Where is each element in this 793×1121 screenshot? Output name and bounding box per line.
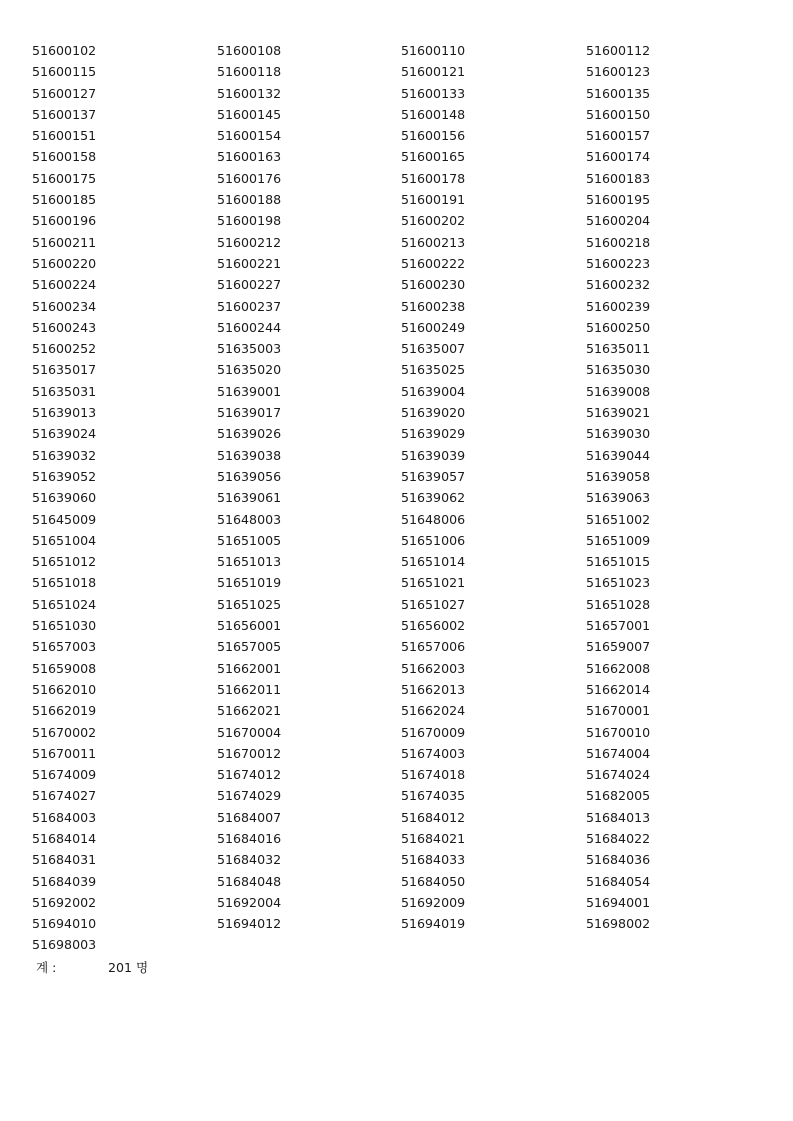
list-item: 51639063 bbox=[586, 490, 651, 506]
list-item: 51662019 bbox=[32, 703, 97, 719]
list-item: 51639008 bbox=[586, 383, 651, 399]
list-row bbox=[32, 296, 772, 317]
list-item: 51674012 bbox=[217, 767, 282, 783]
list-item: 51684021 bbox=[401, 830, 466, 846]
list-item: 51639052 bbox=[32, 468, 97, 484]
list-item: 51600175 bbox=[32, 170, 97, 186]
list-item: 51600183 bbox=[586, 170, 651, 186]
list-item: 51600196 bbox=[32, 213, 97, 229]
list-item: 51600112 bbox=[586, 43, 651, 58]
list-item: 51600195 bbox=[586, 192, 651, 208]
list-row bbox=[32, 764, 772, 785]
list-item: 51635031 bbox=[32, 383, 97, 399]
list-row bbox=[32, 232, 772, 253]
list-item: 51684022 bbox=[586, 830, 651, 846]
list-item: 51694012 bbox=[217, 916, 282, 932]
list-item: 51645009 bbox=[32, 511, 97, 527]
list-item: 51600221 bbox=[217, 255, 282, 271]
list-item: 51600220 bbox=[32, 255, 97, 271]
list-item: 51600127 bbox=[32, 85, 97, 101]
list-item: 51657001 bbox=[586, 618, 651, 634]
list-item: 51659007 bbox=[586, 639, 651, 655]
list-item: 51651025 bbox=[217, 596, 282, 612]
list-item: 51670004 bbox=[217, 724, 282, 740]
list-item: 51600243 bbox=[32, 319, 97, 335]
list-item: 51674024 bbox=[586, 767, 651, 783]
list-row bbox=[32, 83, 772, 104]
list-item: 51600102 bbox=[32, 43, 97, 58]
list-item: 51684003 bbox=[32, 809, 97, 825]
list-item: 51600178 bbox=[401, 170, 466, 186]
list-item: 51600137 bbox=[32, 106, 97, 122]
list-item: 51600212 bbox=[217, 234, 282, 250]
list-item: 51670012 bbox=[217, 745, 282, 761]
list-item: 51635011 bbox=[586, 341, 651, 357]
list-item: 51662010 bbox=[32, 681, 97, 697]
list-row bbox=[32, 743, 772, 764]
list-item: 51662024 bbox=[401, 703, 466, 719]
list-item: 51651018 bbox=[32, 575, 97, 591]
list-item: 51600135 bbox=[586, 85, 651, 101]
list-item: 51662008 bbox=[586, 660, 651, 676]
list-row bbox=[32, 61, 772, 82]
list-item: 51651014 bbox=[401, 554, 466, 570]
list-item: 51639021 bbox=[586, 405, 651, 421]
list-row bbox=[32, 168, 772, 189]
list-row bbox=[32, 679, 772, 700]
list-item: 51639058 bbox=[586, 468, 651, 484]
list-item: 51639061 bbox=[217, 490, 282, 506]
list-row bbox=[32, 658, 772, 679]
list-row bbox=[32, 807, 772, 828]
list-row bbox=[32, 125, 772, 146]
list-item: 51651024 bbox=[32, 596, 97, 612]
list-row bbox=[32, 253, 772, 274]
list-row bbox=[32, 274, 772, 295]
list-item: 51639026 bbox=[217, 426, 282, 442]
list-item: 51639044 bbox=[586, 447, 651, 463]
list-item: 51670011 bbox=[32, 745, 97, 761]
list-item: 51651019 bbox=[217, 575, 282, 591]
list-item: 51670009 bbox=[401, 724, 466, 740]
list-item: 51600204 bbox=[586, 213, 651, 229]
list-row bbox=[32, 445, 772, 466]
list-row bbox=[32, 594, 772, 615]
list-row bbox=[32, 210, 772, 231]
list-item: 51651028 bbox=[586, 596, 651, 612]
list-row bbox=[32, 509, 772, 530]
list-item: 51600234 bbox=[32, 298, 97, 314]
list-item: 51635025 bbox=[401, 362, 466, 378]
list-item: 51651027 bbox=[401, 596, 466, 612]
list-item: 51600185 bbox=[32, 192, 97, 208]
total-label: 계 : bbox=[36, 960, 57, 975]
list-item: 51600115 bbox=[32, 64, 97, 80]
list-item: 51639001 bbox=[217, 383, 282, 399]
list-item: 51684031 bbox=[32, 852, 97, 868]
list-row bbox=[32, 615, 772, 636]
list-item: 51600151 bbox=[32, 128, 97, 144]
list-item: 51692009 bbox=[401, 894, 466, 910]
list-item: 51600232 bbox=[586, 277, 651, 293]
list-row bbox=[32, 466, 772, 487]
list-item: 51600250 bbox=[586, 319, 651, 335]
list-item: 51600158 bbox=[32, 149, 97, 165]
list-item: 51659008 bbox=[32, 660, 97, 676]
list-row bbox=[32, 722, 772, 743]
list-item: 51698003 bbox=[32, 937, 97, 953]
list-item: 51635003 bbox=[217, 341, 282, 357]
list-row bbox=[32, 423, 772, 444]
list-item: 51656002 bbox=[401, 618, 466, 634]
list-item: 51635017 bbox=[32, 362, 97, 378]
list-item: 51639056 bbox=[217, 468, 282, 484]
list-item: 51651013 bbox=[217, 554, 282, 570]
list-item: 51651030 bbox=[32, 618, 97, 634]
list-row bbox=[32, 871, 772, 892]
list-item: 51651015 bbox=[586, 554, 651, 570]
list-item: 51684039 bbox=[32, 873, 97, 889]
list-item: 51692002 bbox=[32, 894, 97, 910]
list-item: 51651012 bbox=[32, 554, 97, 570]
list-item: 51600174 bbox=[586, 149, 651, 165]
list-item: 51662014 bbox=[586, 681, 651, 697]
list-item: 51600150 bbox=[586, 106, 651, 122]
list-row bbox=[32, 338, 772, 359]
list-row bbox=[32, 189, 772, 210]
list-item: 51662001 bbox=[217, 660, 282, 676]
list-item: 51639057 bbox=[401, 468, 466, 484]
list-item: 51651004 bbox=[32, 532, 97, 548]
list-row bbox=[32, 40, 772, 61]
list-item: 51635007 bbox=[401, 341, 466, 357]
list-row bbox=[32, 381, 772, 402]
list-item: 51639032 bbox=[32, 447, 97, 463]
list-item: 51698002 bbox=[586, 916, 651, 932]
list-item: 51635020 bbox=[217, 362, 282, 378]
list-item: 51651023 bbox=[586, 575, 651, 591]
list-item: 51600224 bbox=[32, 277, 97, 293]
list-item: 51684050 bbox=[401, 873, 466, 889]
list-item: 51674009 bbox=[32, 767, 97, 783]
list-item: 51600148 bbox=[401, 106, 466, 122]
list-item: 51662003 bbox=[401, 660, 466, 676]
list-item: 51684054 bbox=[586, 873, 651, 889]
list-item: 51600223 bbox=[586, 255, 651, 271]
list-item: 51639029 bbox=[401, 426, 466, 442]
list-item: 51662021 bbox=[217, 703, 282, 719]
list-item: 51657006 bbox=[401, 639, 466, 655]
list-item: 51648006 bbox=[401, 511, 466, 527]
list-item: 51600252 bbox=[32, 341, 97, 357]
list-item: 51651005 bbox=[217, 532, 282, 548]
list-item: 51600213 bbox=[401, 234, 466, 250]
list-row bbox=[32, 849, 772, 870]
list-item: 51639030 bbox=[586, 426, 651, 442]
list-item: 51600202 bbox=[401, 213, 466, 229]
list-item: 51600198 bbox=[217, 213, 282, 229]
list-item: 51684013 bbox=[586, 809, 651, 825]
list-item: 51662013 bbox=[401, 681, 466, 697]
list-item: 51600121 bbox=[401, 64, 466, 80]
list-item: 51684016 bbox=[217, 830, 282, 846]
list-row bbox=[32, 551, 772, 572]
list-item: 51684048 bbox=[217, 873, 282, 889]
list-row bbox=[32, 572, 772, 593]
list-item: 51600222 bbox=[401, 255, 466, 271]
list-item: 51684036 bbox=[586, 852, 651, 868]
list-item: 51694019 bbox=[401, 916, 466, 932]
list-row bbox=[32, 487, 772, 508]
list-row bbox=[32, 913, 772, 934]
list-row bbox=[32, 359, 772, 380]
list-item: 51600154 bbox=[217, 128, 282, 144]
id-list bbox=[32, 40, 772, 956]
list-item: 51684014 bbox=[32, 830, 97, 846]
list-item: 51682005 bbox=[586, 788, 651, 804]
list-item: 51600123 bbox=[586, 64, 651, 80]
list-item: 51639062 bbox=[401, 490, 466, 506]
list-item: 51600108 bbox=[217, 43, 282, 58]
list-item: 51648003 bbox=[217, 511, 282, 527]
list-item: 51600133 bbox=[401, 85, 466, 101]
list-item: 51600132 bbox=[217, 85, 282, 101]
list-item: 51600218 bbox=[586, 234, 651, 250]
list-row bbox=[32, 146, 772, 167]
list-item: 51670001 bbox=[586, 703, 651, 719]
list-item: 51600156 bbox=[401, 128, 466, 144]
list-row bbox=[32, 700, 772, 721]
list-row bbox=[32, 892, 772, 913]
list-item: 51657005 bbox=[217, 639, 282, 655]
list-item: 51674035 bbox=[401, 788, 466, 804]
list-item: 51639039 bbox=[401, 447, 466, 463]
list-item: 51600238 bbox=[401, 298, 466, 314]
list-item: 51600237 bbox=[217, 298, 282, 314]
list-item: 51674004 bbox=[586, 745, 651, 761]
list-item: 51600230 bbox=[401, 277, 466, 293]
list-item: 51684012 bbox=[401, 809, 466, 825]
list-item: 51651021 bbox=[401, 575, 466, 591]
list-item: 51600163 bbox=[217, 149, 282, 165]
list-item: 51651006 bbox=[401, 532, 466, 548]
list-item: 51600227 bbox=[217, 277, 282, 293]
list-item: 51600165 bbox=[401, 149, 466, 165]
list-item: 51670010 bbox=[586, 724, 651, 740]
list-item: 51639020 bbox=[401, 405, 466, 421]
list-item: 51600176 bbox=[217, 170, 282, 186]
list-item: 51639013 bbox=[32, 405, 97, 421]
list-item: 51600157 bbox=[586, 128, 651, 144]
list-item: 51684033 bbox=[401, 852, 466, 868]
list-item: 51674029 bbox=[217, 788, 282, 804]
list-item: 51600188 bbox=[217, 192, 282, 208]
list-item: 51639060 bbox=[32, 490, 97, 506]
list-item: 51674003 bbox=[401, 745, 466, 761]
list-item: 51600145 bbox=[217, 106, 282, 122]
list-item: 51600239 bbox=[586, 298, 651, 314]
list-item: 51694010 bbox=[32, 916, 97, 932]
list-item: 51662011 bbox=[217, 681, 282, 697]
list-item: 51600110 bbox=[401, 43, 466, 58]
list-row bbox=[32, 530, 772, 551]
list-item: 51656001 bbox=[217, 618, 282, 634]
list-item: 51670002 bbox=[32, 724, 97, 740]
list-row bbox=[32, 934, 772, 955]
list-item: 51694001 bbox=[586, 894, 651, 910]
list-row bbox=[32, 104, 772, 125]
list-item: 51692004 bbox=[217, 894, 282, 910]
list-item: 51600244 bbox=[217, 319, 282, 335]
list-row bbox=[32, 317, 772, 338]
list-item: 51600191 bbox=[401, 192, 466, 208]
list-item: 51600249 bbox=[401, 319, 466, 335]
list-item: 51635030 bbox=[586, 362, 651, 378]
list-row bbox=[32, 785, 772, 806]
list-item: 51639024 bbox=[32, 426, 97, 442]
list-row bbox=[32, 828, 772, 849]
total-count: 201 명 bbox=[108, 960, 149, 975]
list-item: 51651009 bbox=[586, 532, 651, 548]
list-item: 51639017 bbox=[217, 405, 282, 421]
list-item: 51674027 bbox=[32, 788, 97, 804]
list-item: 51639038 bbox=[217, 447, 282, 463]
list-item: 51684032 bbox=[217, 852, 282, 868]
list-row bbox=[32, 636, 772, 657]
list-item: 51639004 bbox=[401, 383, 466, 399]
list-row bbox=[32, 402, 772, 423]
list-item: 51674018 bbox=[401, 767, 466, 783]
list-item: 51651002 bbox=[586, 511, 651, 527]
list-item: 51684007 bbox=[217, 809, 282, 825]
list-item: 51600118 bbox=[217, 64, 282, 80]
list-item: 51600211 bbox=[32, 234, 97, 250]
list-item: 51657003 bbox=[32, 639, 97, 655]
